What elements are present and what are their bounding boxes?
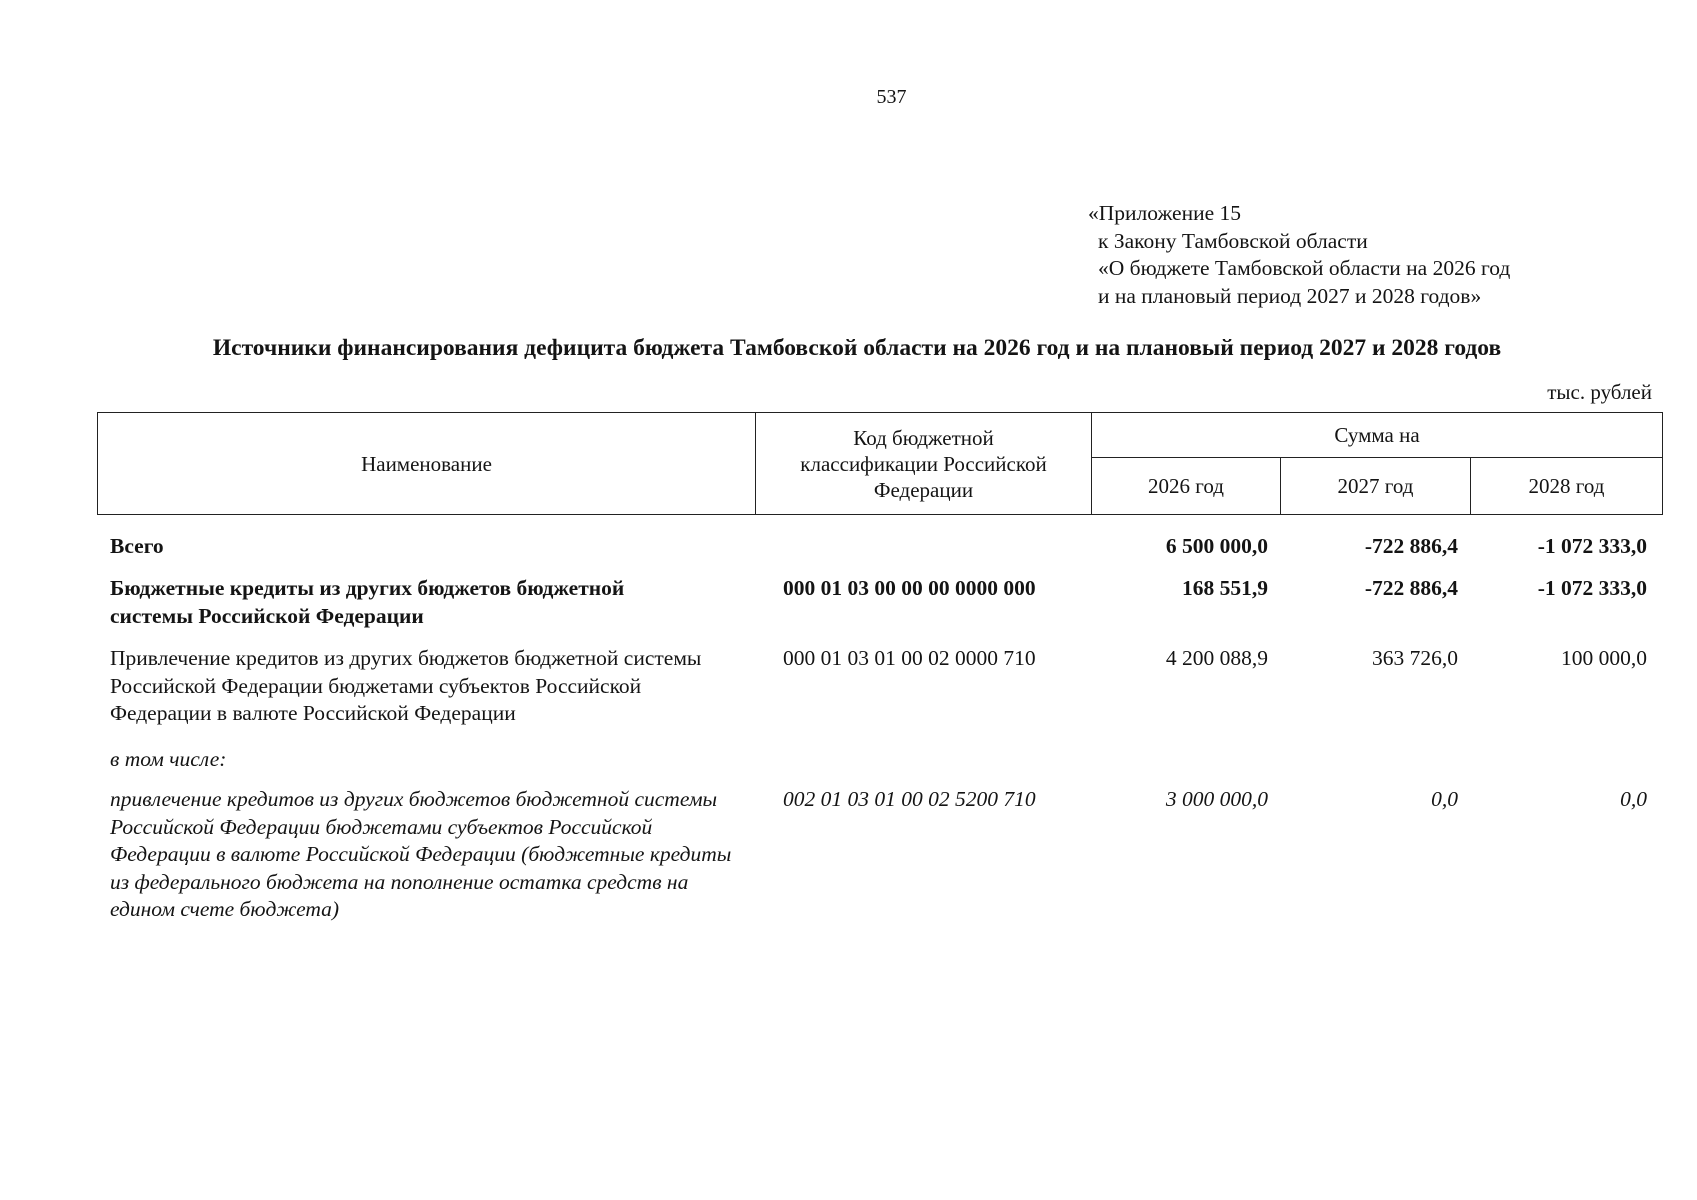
appendix-line-2: к Закону Тамбовской области	[1098, 228, 1368, 253]
units-label: тыс. рублей	[1547, 380, 1652, 404]
row-value-2028: 100 000,0	[1561, 646, 1647, 670]
row-value-2027: -722 886,4	[1364, 576, 1458, 600]
row-value-2027: 0,0	[1431, 787, 1458, 811]
row-name: привлечение кредитов из других бюджетов бюджетной системы Российской Федерации бюджетами субъектов Российской Федерации в валюте Российской Федерации (бюджетные кредиты из федерального бюджета на пополнение остатка средств на едином счете бюджета)	[110, 787, 732, 921]
header-year-2027: 2027 год	[1281, 458, 1471, 515]
row-value-2026: 168 551,9	[1182, 576, 1268, 600]
table-header	[97, 412, 1663, 515]
row-code: 000 01 03 01 00 02 0000 710	[783, 646, 1036, 670]
row-value-2028: -1 072 333,0	[1537, 534, 1647, 558]
row-value-2027: -722 886,4	[1364, 534, 1458, 558]
appendix-reference	[1088, 200, 1510, 310]
row-value-2028: -1 072 333,0	[1537, 576, 1647, 600]
page-number: 537	[876, 86, 907, 108]
row-value-2027: 363 726,0	[1372, 646, 1458, 670]
row-value-2026: 4 200 088,9	[1165, 646, 1268, 670]
row-value-2026: 6 500 000,0	[1165, 534, 1268, 558]
appendix-line-3: «О бюджете Тамбовской области на 2026 год	[1098, 256, 1511, 280]
header-code: Код бюджетной классификации Российской Федерации	[756, 413, 1092, 515]
row-name: Бюджетные кредиты из других бюджетов бюджетной системы Российской Федерации	[110, 576, 625, 628]
row-code: 000 01 03 00 00 00 0000 000	[783, 576, 1036, 600]
appendix-line-4: и на плановый период 2027 и 2028 годов»	[1098, 283, 1482, 308]
appendix-line-1: «Приложение 15	[1088, 201, 1242, 225]
header-year-2028: 2028 год	[1471, 458, 1663, 515]
header-year-2026: 2026 год	[1092, 458, 1281, 515]
header-name: Наименование	[98, 413, 756, 515]
row-code: 002 01 03 01 00 02 5200 710	[783, 787, 1036, 811]
row-value-2028: 0,0	[1620, 787, 1647, 811]
row-value-2026: 3 000 000,0	[1165, 787, 1268, 811]
row-name: Всего	[110, 534, 164, 558]
header-sum: Сумма на	[1092, 413, 1663, 458]
row-name: Привлечение кредитов из других бюджетов бюджетной системы Российской Федерации бюджетами субъектов Российской Федерации в валюте Российской Федерации	[110, 646, 702, 725]
row-name: в том числе:	[110, 747, 227, 771]
document-title: Источники финансирования дефицита бюджета Тамбовской области на 2026 год и на плановый период 2027 и 2028 годов	[212, 335, 1502, 361]
